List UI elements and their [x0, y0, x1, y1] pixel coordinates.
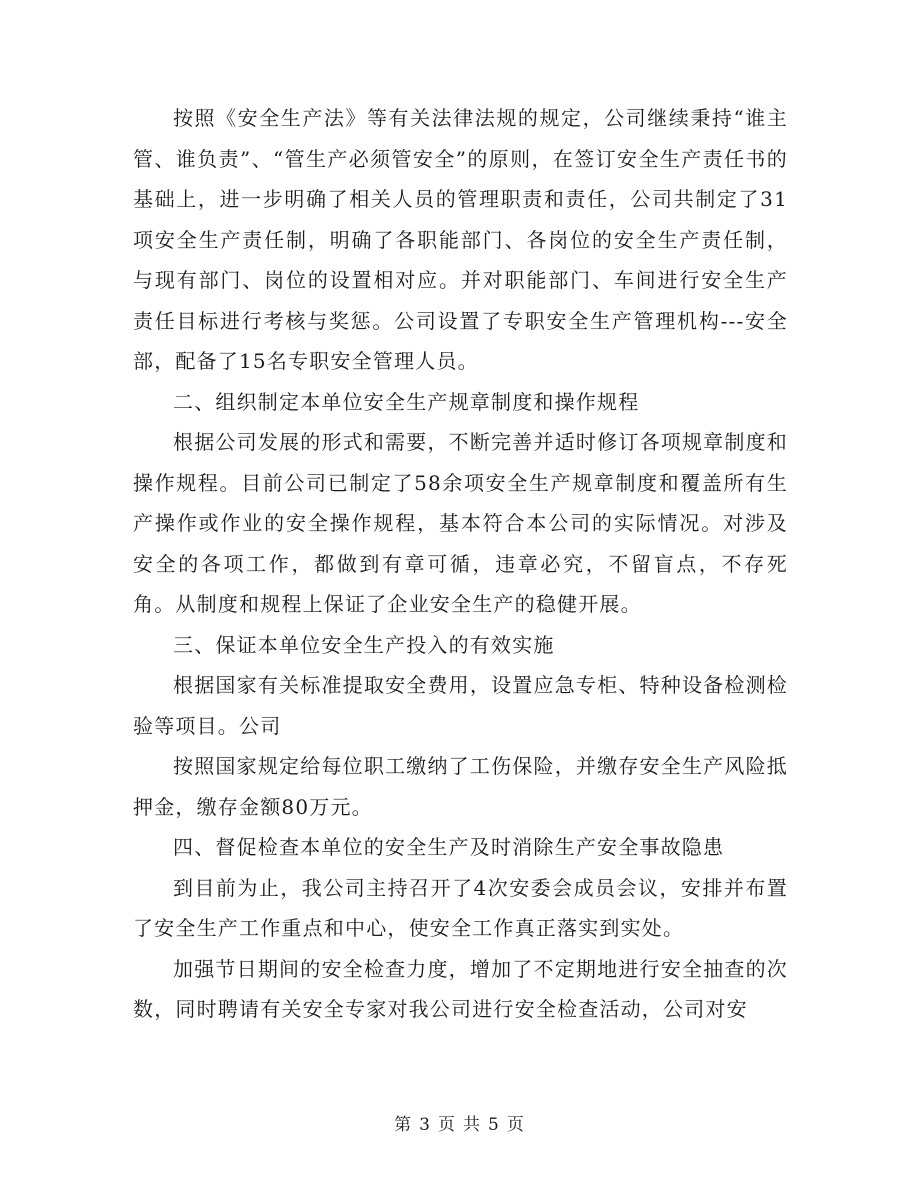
section-heading-3: 三、保证本单位安全生产投入的有效实施 — [173, 632, 555, 657]
footer-prefix: 第 — [394, 1115, 414, 1135]
page-footer — [0, 1110, 920, 1135]
footer-total-word: 共 — [463, 1115, 482, 1135]
section-heading-4: 四、督促检查本单位的安全生产及时消除生产安全事故隐患 — [173, 835, 725, 859]
paragraph-inspections: 加强节日期间的安全检查力度，增加了不定期地进行安全抽查的次数，同时聘请有关安全专家对我公司进行安全检查活动，公司对安 — [133, 956, 788, 1021]
paragraph-insurance: 按照国家规定给每位职工缴纳了工伤保险，并缴存安全生产风险抵押金，缴存金额80万元。 — [133, 754, 788, 819]
section-heading-2: 二、组织制定本单位安全生产规章制度和操作规程 — [173, 389, 640, 414]
paragraph-meetings: 到目前为止，我公司主持召开了4次安委会成员会议，安排并布置了安全生产工作重点和中心，使安全工作真正落实到实处。 — [133, 875, 788, 940]
footer-page-unit: 页 — [438, 1115, 457, 1135]
footer-total-pages: 5 — [488, 1115, 501, 1135]
paragraph-safety-responsibility: 按照《安全生产法》等有关法律法规的规定，公司继续秉持“谁主管、谁负责”、“管生产必须管安全”的原则，在签订安全生产责任书的基础上，进一步明确了相关人员的管理职责和责任，公司共制定了31项安全生产责任制，明确了各职能部门、各岗位的安全生产责任制，与现有部门、岗位的设置相对应。并对职能部门、车间进行安全生产责任目标进行考核与奖惩。公司设置了专职安全生产管理机构---安全部，配备了15名专职安全管理人员。 — [133, 106, 788, 373]
paragraph-regulations: 根据公司发展的形式和需要，不断完善并适时修订各项规章制度和操作规程。目前公司已制定了58余项安全生产规章制度和覆盖所有生产操作或作业的安全操作规程，基本符合本公司的实际情况。对涉及安全的各项工作，都做到有章可循，违章必究，不留盲点，不存死角。从制度和规程上保证了企业安全生产的稳健开展。 — [133, 430, 788, 616]
paragraph-safety-funds: 根据国家有关标准提取安全费用，设置应急专柜、特种设备检测检验等项目。公司 — [133, 673, 788, 738]
document-body — [133, 98, 788, 1030]
footer-current-page: 3 — [419, 1115, 432, 1135]
footer-suffix: 页 — [506, 1115, 526, 1135]
